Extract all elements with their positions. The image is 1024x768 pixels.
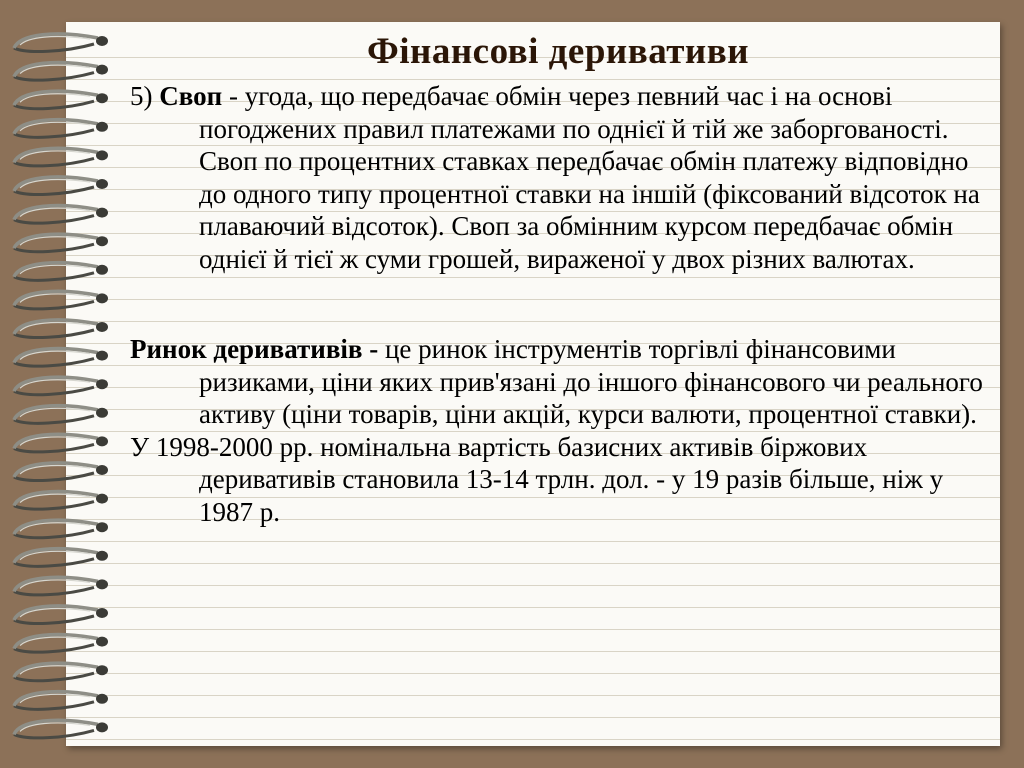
swap-definition: - угода, що передбачає обмін через певний час і на основі погоджених правил платежами по однієї й тій же заборгованості. Своп по процентних ставках передбачає обмін платежу відповідно до одного типу процентної ставки на іншій (фіксований відсоток на плаваючий відсоток). Своп за обмінним курсом передбачає обмін однієї й тієї ж суми грошей, вираженої у двох різних валютах. [199, 81, 980, 274]
spiral-ring-icon [14, 692, 108, 710]
spiral-ring-icon [14, 492, 108, 510]
volume-paragraph: У 1998-2000 рр. номінальна вартість базисних активів біржових деривативів становила 13-14 трлн. дол. - у 19 разів більше, ніж у 1987 р. [130, 431, 944, 527]
spiral-ring-icon [14, 349, 108, 367]
spiral-ring-icon [14, 291, 108, 309]
market-definition: це ринок інструментів торгівлі фінансовими ризиками, ціни яких прив'язані до іншого фінансового чи реального активу (ціни товарів, ціни акцій, курси валюти, процентної ставки). [199, 334, 983, 429]
spiral-ring-icon [14, 320, 108, 338]
spiral-ring-icon [14, 206, 108, 224]
spiral-ring-icon [14, 635, 108, 653]
page-title: Фінансові деривативи [366, 31, 750, 72]
spiral-ring-icon [14, 234, 108, 252]
spiral-ring-icon [14, 34, 108, 52]
spiral-ring-icon [14, 463, 108, 481]
paragraph-gap [130, 275, 986, 333]
market-paragraph [130, 333, 986, 431]
slide-content [130, 28, 986, 528]
spiral-ring-icon [14, 377, 108, 395]
swap-term: Своп [159, 81, 223, 111]
spiral-ring-icon [14, 263, 108, 281]
spiral-ring-icon [14, 148, 108, 166]
spiral-ring-icon [14, 720, 108, 738]
spiral-ring-icon [14, 663, 108, 681]
spiral-binding-icon [6, 26, 116, 746]
spiral-ring-icon [14, 549, 108, 567]
spiral-ring-icon [14, 577, 108, 595]
spiral-ring-icon [14, 63, 108, 81]
swap-number: 5) [130, 81, 160, 111]
spiral-ring-icon [14, 91, 108, 109]
spiral-ring-icon [14, 434, 108, 452]
spiral-ring-icon [14, 606, 108, 624]
spiral-ring-icon [14, 177, 108, 195]
spiral-ring-icon [14, 120, 108, 138]
spiral-ring-icon [14, 406, 108, 424]
market-term: Ринок деривативів - [130, 334, 379, 364]
swap-paragraph [130, 80, 986, 275]
spiral-ring-icon [14, 520, 108, 538]
